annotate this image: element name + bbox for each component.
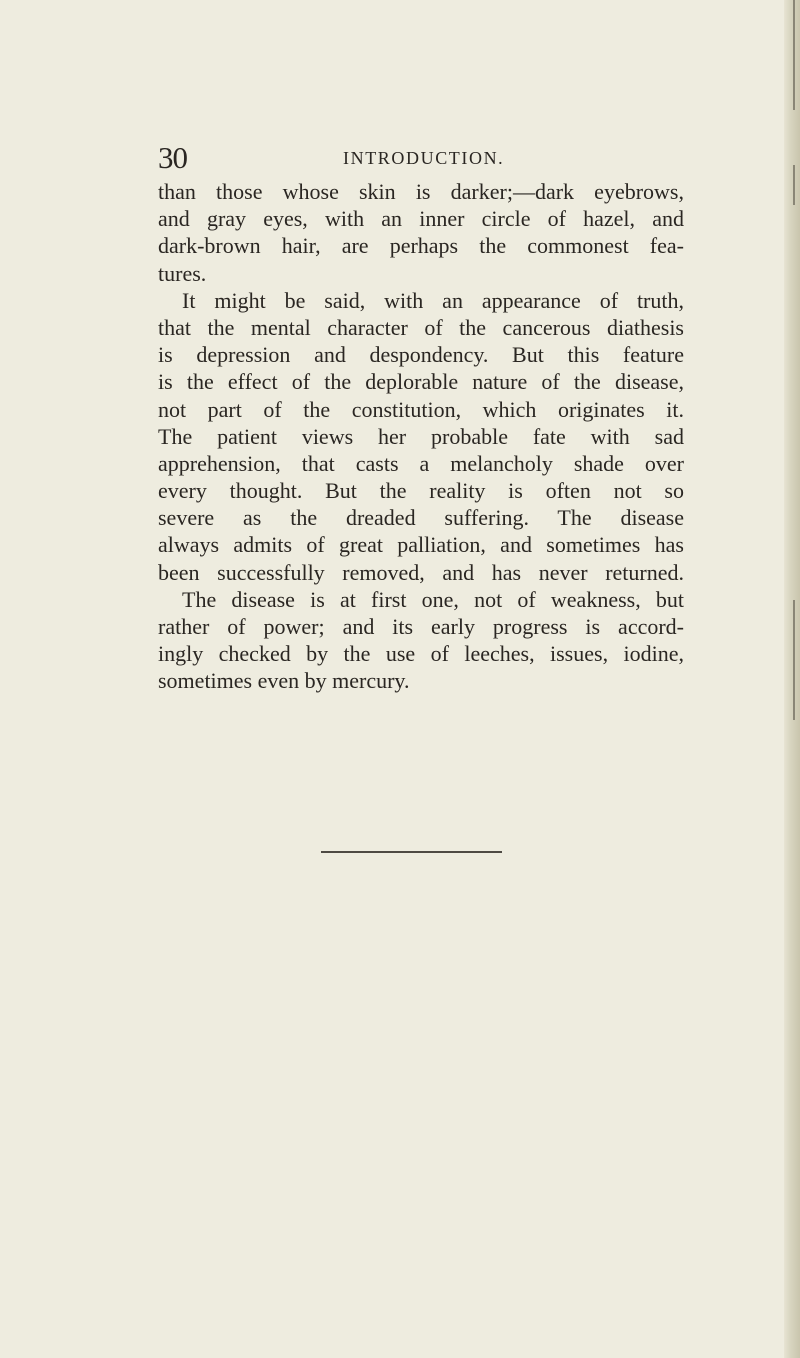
text-line: been successfully removed, and has never returned. (158, 559, 684, 585)
text-line: rather of power; and its early progress is accord- (158, 614, 684, 639)
text-line: It might be said, with an appearance of truth, (182, 287, 684, 313)
text-line: always admits of great palliation, and sometimes has (158, 532, 684, 558)
text-line: and gray eyes, with an inner circle of hazel, and (158, 206, 684, 232)
text-line: dark-brown hair, are perhaps the commonest fea- (158, 233, 684, 259)
page-edge-shadow (784, 0, 800, 1358)
edge-mark (793, 0, 795, 110)
text-line: The disease is at first one, not of weakness, but (182, 586, 684, 612)
edge-mark (793, 600, 795, 720)
page-number: 30 (158, 140, 187, 175)
text-line: severe as the dreaded suffering. The disease (158, 505, 684, 531)
text-line: every thought. But the reality is often not so (158, 478, 684, 504)
text-line: apprehension, that casts a melancholy shade over (158, 450, 684, 476)
body-text (158, 178, 684, 695)
running-head: INTRODUCTION. (343, 148, 505, 168)
end-rule (321, 851, 502, 853)
text-line: is the effect of the deplorable nature of the disease, (158, 369, 684, 395)
text-line: The patient views her probable fate with sad (158, 423, 684, 449)
text-line: tures. (158, 260, 207, 286)
text-line: is depression and despondency. But this feature (158, 342, 684, 368)
text-line: than those whose skin is darker;—dark eyebrows, (158, 179, 684, 204)
text-line: not part of the constitution, which originates it. (158, 396, 684, 422)
text-line: that the mental character of the cancerous diathesis (158, 314, 684, 340)
text-line: sometimes even by mercury. (158, 668, 410, 694)
edge-mark (793, 165, 795, 205)
text-line: ingly checked by the use of leeches, issues, iodine, (158, 641, 684, 667)
